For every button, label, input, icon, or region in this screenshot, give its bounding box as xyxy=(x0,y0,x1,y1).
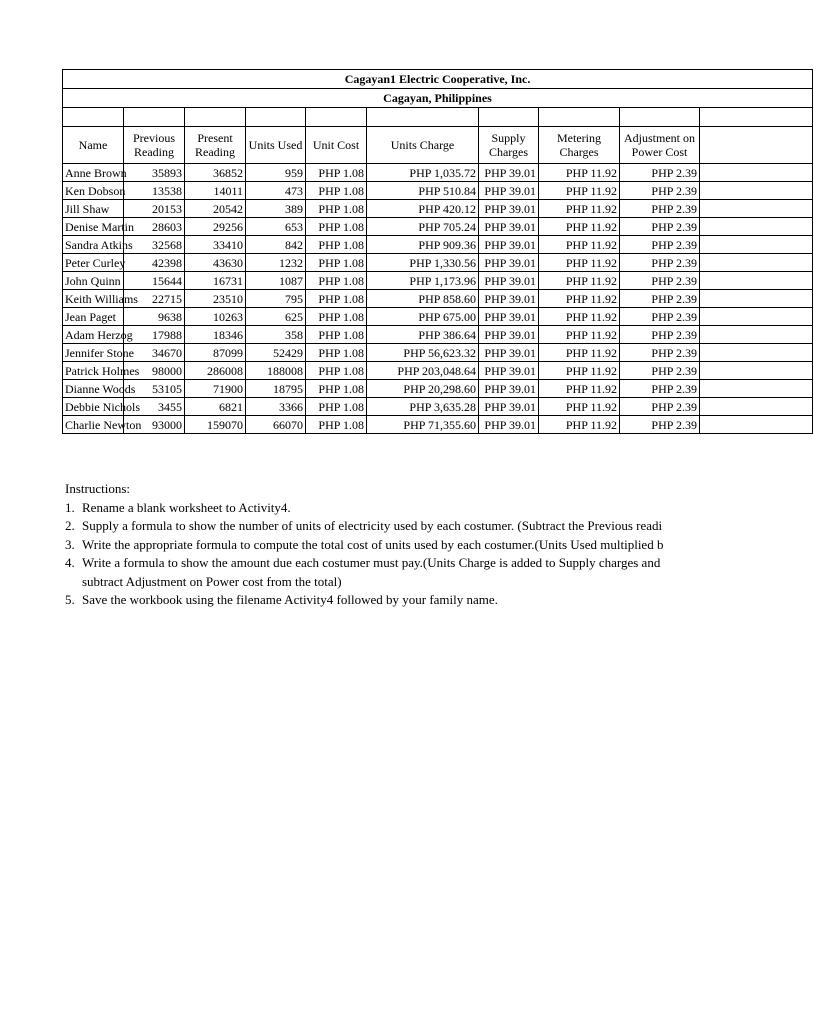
cell-units-used: 18795 xyxy=(246,380,306,398)
blank-row xyxy=(63,108,813,127)
cell-units-charge: PHP 1,173.96 xyxy=(367,272,479,290)
cell-metering-charges: PHP 11.92 xyxy=(539,218,620,236)
cell-present-reading: 87099 xyxy=(185,344,246,362)
cell-unit-cost: PHP 1.08 xyxy=(306,236,367,254)
cell-previous-reading: 93000 xyxy=(124,416,185,434)
table-row xyxy=(63,236,813,254)
cell-adjustment: PHP 2.39 xyxy=(620,182,700,200)
cell-empty xyxy=(700,416,813,434)
table-row xyxy=(63,380,813,398)
cell-present-reading: 16731 xyxy=(185,272,246,290)
header-name: Name xyxy=(63,127,124,164)
instruction-text: Save the workbook using the filename Activity4 followed by your family name. xyxy=(82,592,498,607)
cell-empty xyxy=(700,290,813,308)
spreadsheet xyxy=(62,69,768,434)
cell-units-charge: PHP 1,330.56 xyxy=(367,254,479,272)
cell-units-used: 3366 xyxy=(246,398,306,416)
instruction-text-continued: subtract Adjustment on Power cost from the total) xyxy=(82,573,342,589)
cell-metering-charges: PHP 11.92 xyxy=(539,344,620,362)
cell-present-reading: 10263 xyxy=(185,308,246,326)
table-subtitle: Cagayan, Philippines xyxy=(63,89,813,108)
cell-name: Adam Herzog xyxy=(63,326,124,344)
cell-previous-reading: 22715 xyxy=(124,290,185,308)
header-adjustment: Adjustment on Power Cost xyxy=(620,127,700,164)
cell-metering-charges: PHP 11.92 xyxy=(539,164,620,182)
instruction-number: 5. xyxy=(65,592,75,607)
instruction-item xyxy=(65,591,768,610)
header-row xyxy=(63,127,813,164)
cell-unit-cost: PHP 1.08 xyxy=(306,398,367,416)
cell-present-reading: 71900 xyxy=(185,380,246,398)
cell-previous-reading: 35893 xyxy=(124,164,185,182)
cell-adjustment: PHP 2.39 xyxy=(620,254,700,272)
cell-name: Anne Brown xyxy=(63,164,124,182)
table-row xyxy=(63,200,813,218)
cell-unit-cost: PHP 1.08 xyxy=(306,344,367,362)
cell-supply-charges: PHP 39.01 xyxy=(479,290,539,308)
cell-units-used: 959 xyxy=(246,164,306,182)
cell-adjustment: PHP 2.39 xyxy=(620,416,700,434)
instruction-text: Rename a blank worksheet to Activity4. xyxy=(82,499,291,515)
cell-adjustment: PHP 2.39 xyxy=(620,272,700,290)
cell-present-reading: 23510 xyxy=(185,290,246,308)
cell-units-charge: PHP 420.12 xyxy=(367,200,479,218)
cell-unit-cost: PHP 1.08 xyxy=(306,290,367,308)
cell-units-charge: PHP 71,355.60 xyxy=(367,416,479,434)
table-row xyxy=(63,362,813,380)
cell-units-used: 473 xyxy=(246,182,306,200)
cell-adjustment: PHP 2.39 xyxy=(620,218,700,236)
cell-empty xyxy=(700,326,813,344)
table-row xyxy=(63,344,813,362)
cell-name: John Quinn xyxy=(63,272,124,290)
cell-supply-charges: PHP 39.01 xyxy=(479,164,539,182)
cell-adjustment: PHP 2.39 xyxy=(620,164,700,182)
cell-metering-charges: PHP 11.92 xyxy=(539,362,620,380)
cell-present-reading: 43630 xyxy=(185,254,246,272)
cell-units-charge: PHP 1,035.72 xyxy=(367,164,479,182)
cell-supply-charges: PHP 39.01 xyxy=(479,182,539,200)
cell-previous-reading: 34670 xyxy=(124,344,185,362)
cell-empty xyxy=(700,344,813,362)
header-units-charge: Units Charge xyxy=(367,127,479,164)
cell-empty xyxy=(700,254,813,272)
instruction-item xyxy=(65,554,768,573)
cell-previous-reading: 53105 xyxy=(124,380,185,398)
cell-supply-charges: PHP 39.01 xyxy=(479,416,539,434)
cell-metering-charges: PHP 11.92 xyxy=(539,416,620,434)
cell-name: Jean Paget xyxy=(63,308,124,326)
cell-previous-reading: 28603 xyxy=(124,218,185,236)
cell-previous-reading: 98000 xyxy=(124,362,185,380)
cell-present-reading: 286008 xyxy=(185,362,246,380)
cell-present-reading: 29256 xyxy=(185,218,246,236)
cell-unit-cost: PHP 1.08 xyxy=(306,362,367,380)
cell-empty xyxy=(700,218,813,236)
cell-units-used: 389 xyxy=(246,200,306,218)
cell-units-used: 66070 xyxy=(246,416,306,434)
cell-previous-reading: 20153 xyxy=(124,200,185,218)
table-row xyxy=(63,254,813,272)
cell-adjustment: PHP 2.39 xyxy=(620,200,700,218)
cell-supply-charges: PHP 39.01 xyxy=(479,362,539,380)
cell-empty xyxy=(700,236,813,254)
cell-units-used: 358 xyxy=(246,326,306,344)
table-row xyxy=(63,416,813,434)
instruction-text: Write a formula to show the amount due each costumer must pay.(Units Charge is added to Supply charges and xyxy=(82,555,661,570)
instructions xyxy=(65,480,768,610)
cell-metering-charges: PHP 11.92 xyxy=(539,380,620,398)
cell-unit-cost: PHP 1.08 xyxy=(306,254,367,272)
instruction-item xyxy=(65,517,768,536)
cell-previous-reading: 13538 xyxy=(124,182,185,200)
cell-empty xyxy=(700,164,813,182)
cell-metering-charges: PHP 11.92 xyxy=(539,398,620,416)
cell-unit-cost: PHP 1.08 xyxy=(306,272,367,290)
instruction-number: 2. xyxy=(65,518,75,533)
cell-name: Jennifer Stone xyxy=(63,344,124,362)
cell-metering-charges: PHP 11.92 xyxy=(539,308,620,326)
cell-previous-reading: 15644 xyxy=(124,272,185,290)
cell-adjustment: PHP 2.39 xyxy=(620,290,700,308)
cell-units-used: 625 xyxy=(246,308,306,326)
cell-units-charge: PHP 203,048.64 xyxy=(367,362,479,380)
cell-unit-cost: PHP 1.08 xyxy=(306,200,367,218)
cell-unit-cost: PHP 1.08 xyxy=(306,416,367,434)
cell-metering-charges: PHP 11.92 xyxy=(539,290,620,308)
cell-name: Debbie Nichols xyxy=(63,398,124,416)
table-row xyxy=(63,164,813,182)
instruction-number: 3. xyxy=(65,536,75,552)
instruction-text: Supply a formula to show the number of units of electricity used by each costumer. (Subtract the Previous readi xyxy=(82,518,663,533)
cell-name: Ken Dobson xyxy=(63,182,124,200)
cell-supply-charges: PHP 39.01 xyxy=(479,254,539,272)
instruction-number: 1. xyxy=(65,499,75,515)
cell-previous-reading: 3455 xyxy=(124,398,185,416)
cell-adjustment: PHP 2.39 xyxy=(620,362,700,380)
cell-name: Jill Shaw xyxy=(63,200,124,218)
cell-metering-charges: PHP 11.92 xyxy=(539,254,620,272)
cell-adjustment: PHP 2.39 xyxy=(620,236,700,254)
cell-name: Patrick Holmes xyxy=(63,362,124,380)
header-metering-charges: Metering Charges xyxy=(539,127,620,164)
cell-units-charge: PHP 675.00 xyxy=(367,308,479,326)
cell-unit-cost: PHP 1.08 xyxy=(306,164,367,182)
cell-units-used: 52429 xyxy=(246,344,306,362)
cell-present-reading: 159070 xyxy=(185,416,246,434)
header-empty xyxy=(700,127,813,164)
cell-supply-charges: PHP 39.01 xyxy=(479,236,539,254)
cell-present-reading: 14011 xyxy=(185,182,246,200)
cell-name: Peter Curley xyxy=(63,254,124,272)
cell-unit-cost: PHP 1.08 xyxy=(306,380,367,398)
cell-name: Dianne Woods xyxy=(63,380,124,398)
cell-previous-reading: 32568 xyxy=(124,236,185,254)
cell-supply-charges: PHP 39.01 xyxy=(479,200,539,218)
cell-metering-charges: PHP 11.92 xyxy=(539,236,620,254)
cell-present-reading: 20542 xyxy=(185,200,246,218)
cell-supply-charges: PHP 39.01 xyxy=(479,380,539,398)
cell-empty xyxy=(700,362,813,380)
cell-metering-charges: PHP 11.92 xyxy=(539,200,620,218)
instructions-heading: Instructions: xyxy=(65,481,130,496)
cell-empty xyxy=(700,308,813,326)
cell-supply-charges: PHP 39.01 xyxy=(479,218,539,236)
table-row xyxy=(63,398,813,416)
header-unit-cost: Unit Cost xyxy=(306,127,367,164)
cell-units-used: 795 xyxy=(246,290,306,308)
cell-adjustment: PHP 2.39 xyxy=(620,344,700,362)
cell-name: Keith Williams xyxy=(63,290,124,308)
cell-supply-charges: PHP 39.01 xyxy=(479,308,539,326)
cell-present-reading: 6821 xyxy=(185,398,246,416)
cell-units-charge: PHP 510.84 xyxy=(367,182,479,200)
instruction-number: 4. xyxy=(65,555,75,570)
cell-metering-charges: PHP 11.92 xyxy=(539,272,620,290)
cell-units-charge: PHP 3,635.28 xyxy=(367,398,479,416)
instruction-item xyxy=(65,536,768,555)
cell-empty xyxy=(700,182,813,200)
cell-previous-reading: 42398 xyxy=(124,254,185,272)
cell-supply-charges: PHP 39.01 xyxy=(479,272,539,290)
cell-adjustment: PHP 2.39 xyxy=(620,380,700,398)
cell-present-reading: 18346 xyxy=(185,326,246,344)
cell-present-reading: 33410 xyxy=(185,236,246,254)
cell-adjustment: PHP 2.39 xyxy=(620,398,700,416)
cell-previous-reading: 17988 xyxy=(124,326,185,344)
cell-units-charge: PHP 858.60 xyxy=(367,290,479,308)
cell-units-used: 188008 xyxy=(246,362,306,380)
table-row xyxy=(63,182,813,200)
cell-supply-charges: PHP 39.01 xyxy=(479,326,539,344)
cell-units-used: 653 xyxy=(246,218,306,236)
cell-name: Denise Martin xyxy=(63,218,124,236)
table-row xyxy=(63,290,813,308)
cell-unit-cost: PHP 1.08 xyxy=(306,308,367,326)
instruction-item xyxy=(65,499,768,518)
cell-name: Sandra Atkins xyxy=(63,236,124,254)
cell-supply-charges: PHP 39.01 xyxy=(479,344,539,362)
cell-unit-cost: PHP 1.08 xyxy=(306,218,367,236)
cell-supply-charges: PHP 39.01 xyxy=(479,398,539,416)
cell-units-charge: PHP 20,298.60 xyxy=(367,380,479,398)
cell-metering-charges: PHP 11.92 xyxy=(539,182,620,200)
header-previous-reading: Previous Reading xyxy=(124,127,185,164)
cell-empty xyxy=(700,200,813,218)
cell-name: Charlie Newton xyxy=(63,416,124,434)
header-present-reading: Present Reading xyxy=(185,127,246,164)
cell-unit-cost: PHP 1.08 xyxy=(306,182,367,200)
table-row xyxy=(63,308,813,326)
billing-table xyxy=(62,69,813,434)
cell-units-used: 1232 xyxy=(246,254,306,272)
cell-adjustment: PHP 2.39 xyxy=(620,326,700,344)
cell-units-used: 1087 xyxy=(246,272,306,290)
instruction-text: Write the appropriate formula to compute the total cost of units used by each costumer.(Units Used multiplied b xyxy=(82,536,664,552)
header-units-used: Units Used xyxy=(246,127,306,164)
cell-units-used: 842 xyxy=(246,236,306,254)
cell-units-charge: PHP 56,623.32 xyxy=(367,344,479,362)
cell-empty xyxy=(700,380,813,398)
cell-present-reading: 36852 xyxy=(185,164,246,182)
cell-units-charge: PHP 909.36 xyxy=(367,236,479,254)
table-row xyxy=(63,272,813,290)
header-supply-charges: Supply Charges xyxy=(479,127,539,164)
cell-previous-reading: 9638 xyxy=(124,308,185,326)
cell-adjustment: PHP 2.39 xyxy=(620,308,700,326)
table-row xyxy=(63,218,813,236)
cell-unit-cost: PHP 1.08 xyxy=(306,326,367,344)
cell-units-charge: PHP 386.64 xyxy=(367,326,479,344)
cell-empty xyxy=(700,398,813,416)
table-title: Cagayan1 Electric Cooperative, Inc. xyxy=(63,70,813,89)
cell-empty xyxy=(700,272,813,290)
cell-units-charge: PHP 705.24 xyxy=(367,218,479,236)
table-row xyxy=(63,326,813,344)
cell-metering-charges: PHP 11.92 xyxy=(539,326,620,344)
